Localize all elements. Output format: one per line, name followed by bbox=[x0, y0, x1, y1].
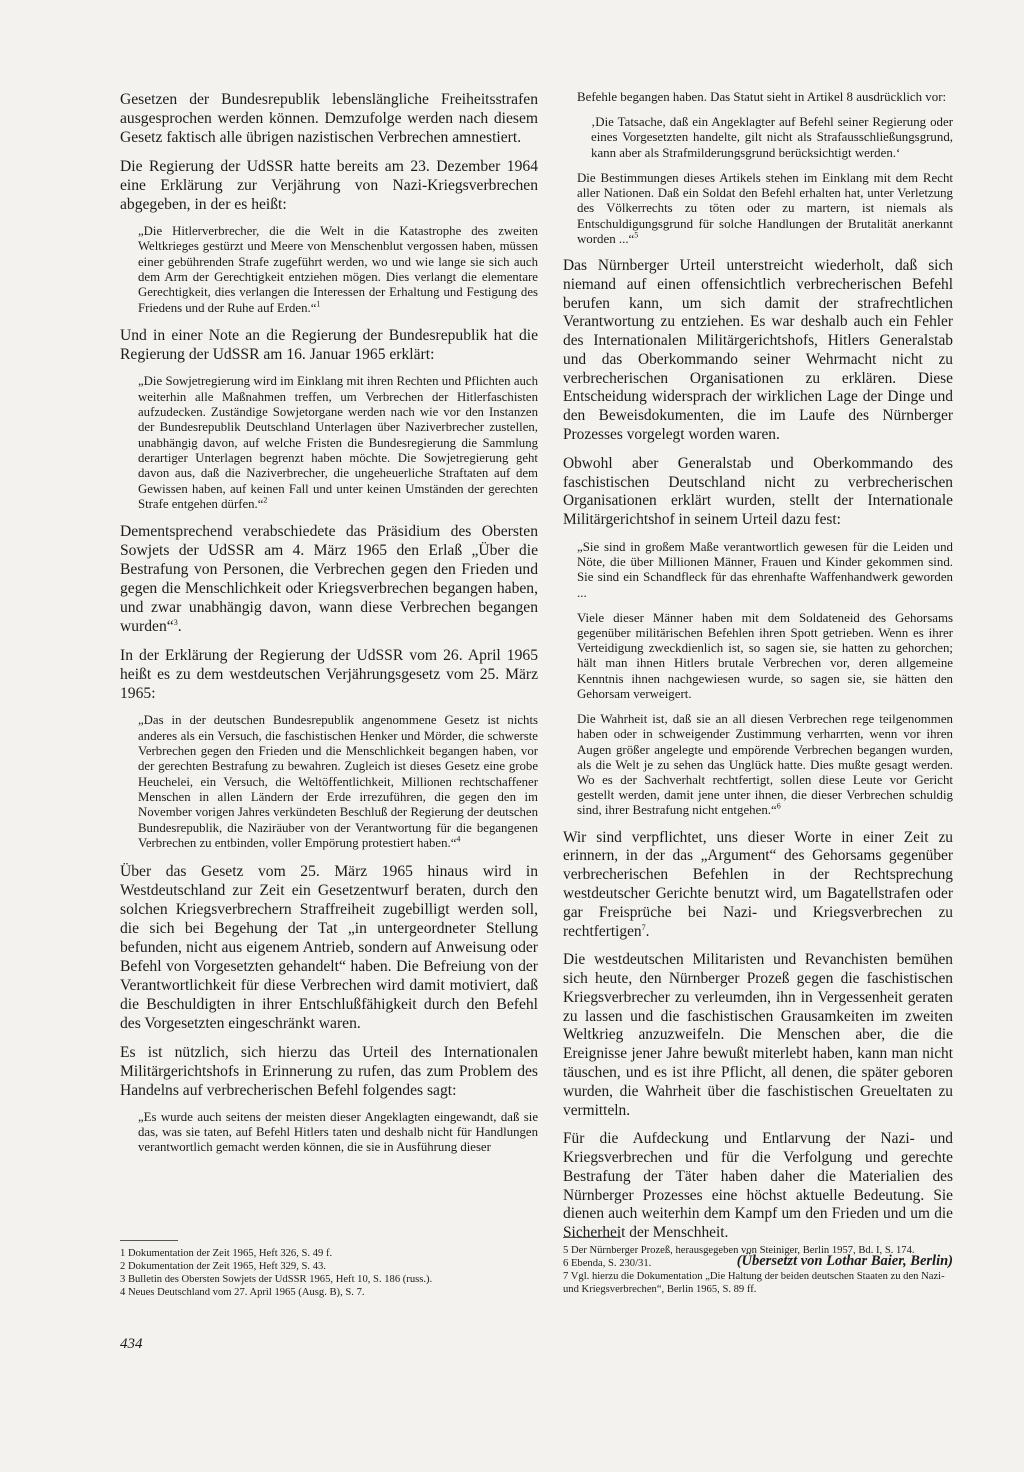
footnote-ref: 4 bbox=[456, 834, 461, 844]
paragraph: Und in einer Note an die Regierung der Bundesrepublik hat die Regierung der UdSSR am 16. Januar 1965 erklärt: bbox=[120, 327, 538, 364]
quote-text: Die Wahrheit ist, daß sie an all diesen Verbrechen rege teilgenommen haben oder in schweigender Zustimmung verharrten, wenn vor ihren Augen größer angelegte und empörende Verbrechen begangen wurden, als die Welt je zu sehen das Unglück hatte. Dies mußte gesagt werden. Wo es der Sachverhalt rechtfertigt, sollen diese Leute vor Gericht gestellt werden, damit jene unter ihnen, die dieser Verbrechen schuldig sind, ihrer Bestrafung nicht entgehen.“ bbox=[577, 712, 953, 818]
page-number: 434 bbox=[120, 1336, 143, 1352]
block-quote-continued: Befehle begangen haben. Das Statut sieht in Artikel 8 ausdrücklich vor: bbox=[577, 90, 947, 104]
quote-text: Die Bestimmungen dieses Artikels stehen im Einklang mit dem Recht aller Nationen. Daß ein Soldat den Befehl erhalten hat, unter Verletzung des Völkerrechts zu töten oder zu martern, ist niemals als Entschuldigungsgrund für solche Handlungen der Brutalität anerkannt worden ...“ bbox=[577, 170, 953, 246]
footnotes-left bbox=[120, 1248, 540, 1300]
footnote: 3 Bulletin des Obersten Sowjets der UdSSR 1965, Heft 10, S. 186 (russ.). bbox=[120, 1273, 433, 1285]
paragraph-text: Wir sind verpflichtet, uns dieser Worte in einer Zeit zu erinnern, in der das „Argument“ des Gehorsams gegenüber verbrecherischen Befehlen in der Rechtsprechung westdeutscher Gerichte benutzt wird, um Bagatellstrafen oder gar Freisprüche bei Nazi- und Kriegsverbrechen zu rechtfertigen bbox=[563, 828, 953, 940]
block-quote bbox=[138, 224, 538, 316]
paragraph-text: Dementsprechend verabschiedete das Präsidium des Obersten Sowjets der UdSSR am 4. März 1965 den Erlaß „Über die Bestrafung von Personen, die Verbrechen gegen den Frieden und gegen die Menschlichkeit oder Kriegsverbrechen begangen haben, und zwar unabhängig davon, wann diese Verbrechen begangen wurden“ bbox=[120, 523, 538, 636]
footnote-ref: 7 bbox=[641, 922, 646, 932]
paragraph: Die Regierung der UdSSR hatte bereits am 23. Dezember 1964 eine Erklärung zur Verjährung von Nazi-Kriegsverbrechen abgegeben, in der es heißt: bbox=[120, 158, 538, 214]
paragraph: Für die Aufdeckung und Entlarvung der Nazi- und Kriegsverbrechen und für die Verfolgung und gerechte Bestrafung der Täter haben daher die Materialien des Nürnberger Prozesses eine höchst aktuelle Bedeutung. Sie dienen auch weiterhin dem Kampf um den Frieden und um die Sicherheit der Menschheit. bbox=[563, 1130, 953, 1242]
footnote: 7 Vgl. hierzu die Dokumentation „Die Haltung der beiden deutschen Staaten zu den Nazi- und Kriegsverbrechen“, Berlin 1965, S. 89 ff. bbox=[563, 1270, 945, 1295]
block-quote: „Sie sind in großem Maße verantwortlich gewesen für die Leiden und Nöte, die über Millionen Männer, Frauen und Kinder gekommen sind. Sie sind ein Schandfleck für das ehrenhafte Waffenhandwerk geworden ... bbox=[577, 539, 953, 600]
quote-text: „Die Sowjetregierung wird im Einklang mit ihren Rechten und Pflichten auch weiterhin alle Maßnahmen treffen, um Verbrechen der Hitlerfaschisten aufzudecken. Zuständige Sowjetorgane werden nach wie vor den Instanzen der Bundesrepublik Deutschland Unterlagen über Naziverbrecher zustellen, unabhängig davon, auf welche Fristen die Bundesregierung die Sammlung derartiger Unterlagen begrenzt haben möchte. Die Sowjetregierung geht davon aus, daß die Naziverbrecher, die ungeheuerliche Straftaten auf dem Gewissen haben, auf keinen Fall und unter keinen Umständen der gerechten Strafe entgehen dürfen.“ bbox=[138, 374, 538, 511]
right-column bbox=[563, 90, 953, 1281]
block-quote: „Es wurde auch seitens der meisten dieser Angeklagten eingewandt, daß sie das, was sie taten, auf Befehl Hitlers taten und deshalb nicht für Handlungen verantwortlich gemacht werden können, die sie in Ausführung dieser bbox=[138, 1109, 538, 1155]
left-column bbox=[120, 90, 538, 1166]
paragraph: Obwohl aber Generalstab und Oberkommando des faschistischen Deutschland nicht zu verbrecherischen Organisationen erklärt wurden, stellt der Internationale Militärgerichtshof in seinem Urteil dazu fest: bbox=[563, 454, 953, 529]
footnote-ref: 6 bbox=[776, 802, 781, 812]
translator-credit: (Übersetzt von Lothar Baier, Berlin) bbox=[736, 1253, 953, 1270]
footnote-ref: 5 bbox=[634, 230, 639, 240]
footnote: 5 Der Nürnberger Prozeß, herausgegeben von Steiniger, Berlin 1957, Bd. I, S. 174. bbox=[563, 1245, 915, 1256]
paragraph: Es ist nützlich, sich hierzu das Urteil des Internationalen Militärgerichtshofs in Erinnerung zu rufen, das zum Problem des Handelns auf verbrecherischen Befehl folgendes sagt: bbox=[120, 1043, 538, 1099]
footnote-divider-right bbox=[563, 1237, 621, 1238]
footnote-ref: 3 bbox=[173, 618, 178, 628]
block-quote bbox=[138, 713, 538, 851]
block-quote bbox=[577, 171, 953, 247]
paragraph: Dementsprechend verabschiedete das Präsidium des Obersten Sowjets der UdSSR am 4. März 1965 den Erlaß „Über die Bestrafung von Personen, die Verbrechen gegen den Frieden und gegen die Menschlichkeit oder Kriegsverbrechen begangen haben, und zwar unabhängig davon, wann diese Verbrechen begangen wurden“$^3$. bbox=[120, 523, 538, 636]
quote-text: „Das in der deutschen Bundesrepublik angenommene Gesetz ist nichts anderes als ein Versuch, die faschistischen Henker und Mörder, die schwerste Verbrechen gegen den Frieden und die Menschlichkeit begangen haben, vor der gerechten Bestrafung zu bewahren. Zugleich ist dieses Gesetz eine grobe Heuchelei, ein Versuch, die Weltöffentlichkeit, Millionen rechtschaffener Menschen in allen Ländern der Erde irrezuführen, die gegen den im November vorigen Jahres verkündeten Beschluß der Regierung der deutschen Bundesrepublik, die Naziräuber von der Verantwortung für die begangenen Verbrechen zu entbinden, voller Empörung protestiert haben.“ bbox=[138, 713, 538, 851]
paragraph: Das Nürnberger Urteil unterstreicht wiederholt, daß sich niemand auf einen offensichtlich verbrecherischen Befehl berufen kann, um sich damit der strafrechtlichen Verantwortung zu entziehen. Es war deshalb auch ein Fehler des Internationalen Militärgerichtshofs, Hitlers Generalstab und das Oberkommando seiner Wehrmacht nicht zu verbrecherischen Organisationen zu erklären. Diese Entscheidung widersprach der wirklichen Lage der Dinge und den Beweisdokumenten, die im Laufe des Nürnberger Prozesses vorgelegt worden waren. bbox=[563, 256, 953, 443]
footnote-divider-left bbox=[120, 1240, 178, 1241]
footnote-ref: 2 bbox=[263, 495, 268, 505]
footnotes-right bbox=[563, 1245, 953, 1297]
paragraph: Die westdeutschen Militaristen und Revanchisten bemühen sich heute, den Nürnberger Prozeß gegen die faschistischen Kriegsverbrecher zu verleumden, ihn in Vergessenheit geraten zu lassen und die faschistischen Grausamkeiten im zweiten Weltkrieg anzuzweifeln. Die Menschen aber, die die Ereignisse jener Jahre bewußt miterlebt haben, kann man nicht täuschen, und es ist ihre Pflicht, all denen, die später geboren wurden, die Wahrheit über die faschistischen Greueltaten zu vermitteln. bbox=[563, 951, 953, 1119]
footnote-ref: 1 bbox=[316, 299, 321, 309]
paragraph: In der Erklärung der Regierung der UdSSR vom 26. April 1965 heißt es zu dem westdeutschen Verjährungsgesetz vom 25. März 1965: bbox=[120, 647, 538, 703]
footnote: 6 Ebenda, S. 230/31. bbox=[563, 1257, 652, 1269]
paragraph: Gesetzen der Bundesrepublik lebenslängliche Freiheitsstrafen ausgesprochen werden können. Demzufolge werden nach diesem Gesetz faktisch alle übrigen nazistischen Verbrechen amnestiert. bbox=[120, 91, 538, 147]
footnote: 4 Neues Deutschland vom 27. April 1965 (Ausg. B), S. 7. bbox=[120, 1286, 365, 1298]
paragraph: Über das Gesetz vom 25. März 1965 hinaus wird in Westdeutschland zur Zeit ein Gesetzentwurf beraten, durch den solchen Kriegsverbrechern Straffreiheit zugebilligt werden soll, die sich bei Begehung der Tat „in untergeordneter Stellung befunden, nicht aus eigenem Antrieb, sondern auf Anweisung oder Befehl von Vorgesetzten gehandelt“ haben. Die Befreiung von der Verantwortlichkeit für diese Verbrechen wird damit motiviert, daß die Beschuldigten in ihrer Entschlußfähigkeit durch den Befehl des Vorgesetzten eingeschränkt waren. bbox=[120, 862, 538, 1032]
footnote: 1 Dokumentation der Zeit 1965, Heft 326, S. 49 f. bbox=[120, 1248, 333, 1259]
footnote: 2 Dokumentation der Zeit 1965, Heft 329, S. 43. bbox=[120, 1260, 326, 1272]
block-quote: Viele dieser Männer haben mit dem Soldateneid des Gehorsams gegenüber militärischen Befehlen ihren Spott getrieben. Wenn es ihrer Verteidigung zweckdienlich ist, so sagen sie, sie hatten zu gehorchen; hält man ihnen Hitlers brutale Verbrechen vor, deren allgemeine Kenntnis ihnen nachgewiesen wurde, so sagen sie, sie hätten den Gehorsam verweigert. bbox=[577, 610, 953, 701]
block-quote bbox=[577, 712, 953, 819]
block-quote bbox=[138, 374, 538, 512]
paragraph: Wir sind verpflichtet, uns dieser Worte in einer Zeit zu erinnern, in der das „Argument“ des Gehorsams gegenüber verbrecherischen Befehlen in der Rechtsprechung westdeutscher Gerichte benutzt wird, um Bagatellstrafen oder gar Freisprüche bei Nazi- und Kriegsverbrechen zu rechtfertigen$^7$. bbox=[563, 828, 953, 940]
nested-quote: ‚Die Tatsache, daß ein Angeklagter auf Befehl seiner Regierung oder eines Vorgesetzten handelte, gilt nicht als Strafausschließungsgrund, kann aber als Strafmilderungsgrund berücksichtigt werden.‘ bbox=[591, 115, 953, 160]
quote-text: „Die Hitlerverbrecher, die die Welt in die Katastrophe des zweiten Weltkrieges gestürzt und Meere von Menschenblut vergossen haben, müssen einer gebührenden Strafe zugeführt werden, wo und wie lange sie sich auch dem Arm der Gerechtigkeit entziehen mögen. Dies verlangt die elementare Gerechtigkeit, dies verlangen die Interessen der Erhaltung und Festigung des Friedens und der Ruhe auf Erden.“ bbox=[138, 224, 538, 315]
